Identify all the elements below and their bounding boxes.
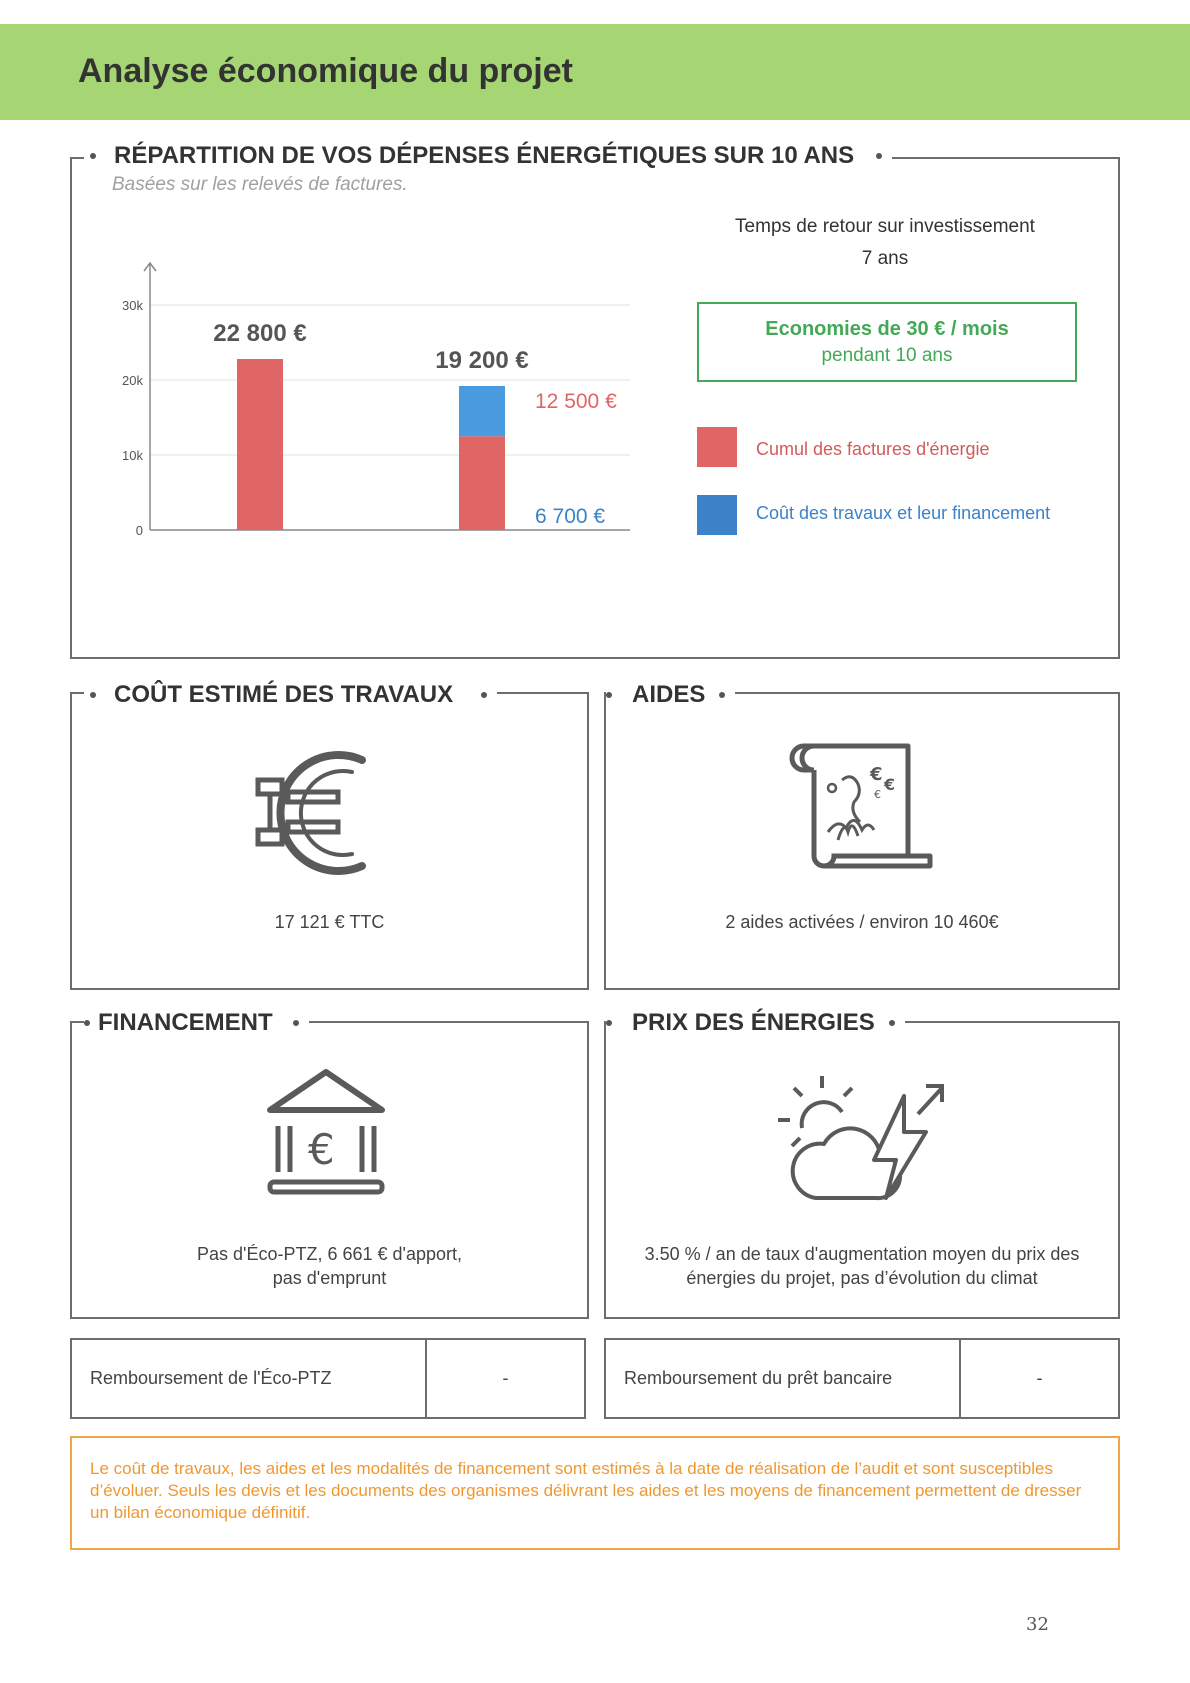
- energies-line2: énergies du projet, pas d’évolution du climat: [686, 1268, 1038, 1288]
- travaux-value: 17 121 € TTC: [274, 912, 385, 932]
- roi-label: Temps de retour sur investissement: [735, 216, 1035, 237]
- bar-total-label: 19 200 €: [435, 347, 529, 374]
- y-tick-label: 30k: [122, 298, 143, 313]
- travaux-tab: [84, 680, 497, 710]
- financement-text: [70, 1242, 589, 1290]
- pret-value: -: [1036, 1368, 1043, 1388]
- tab-dot-icon: [90, 153, 96, 159]
- ecoptz-row: [70, 1338, 586, 1419]
- tab-dot-icon: [719, 692, 725, 698]
- energies-tab: [606, 1008, 905, 1038]
- tab-dot-icon: [889, 1020, 895, 1026]
- bar-total-label: 22 800 €: [213, 320, 307, 347]
- scroll-document-icon: [784, 740, 936, 870]
- tab-dot-icon: [481, 692, 487, 698]
- legend-label-travaux: Coût des travaux et leur financement: [756, 503, 1051, 523]
- economies-line1: Economies de 30 € / mois: [765, 318, 1009, 340]
- repartition-tab: [84, 141, 892, 171]
- tab-dot-icon: [606, 1020, 612, 1026]
- energies-text: [604, 1242, 1120, 1290]
- tab-dot-icon: [606, 692, 612, 698]
- pret-label: Remboursement du prêt bancaire: [624, 1368, 893, 1388]
- roi-value: 7 ans: [861, 248, 909, 269]
- weather-energy-icon: [776, 1074, 946, 1204]
- roi-block: [700, 211, 1070, 275]
- svg-text:€: €: [308, 1125, 335, 1174]
- tab-dot-icon: [84, 1020, 90, 1026]
- segment-label-travaux: 6 700 €: [535, 505, 606, 528]
- financement-title: FINANCEMENT: [98, 1009, 273, 1036]
- financement-tab: [84, 1008, 309, 1038]
- ecoptz-value: -: [502, 1368, 509, 1388]
- page-title: Analyse économique du projet: [78, 52, 573, 90]
- y-tick-label: 20k: [122, 373, 143, 388]
- legend-swatch-energy: [697, 427, 737, 467]
- tab-dot-icon: [293, 1020, 299, 1026]
- economies-box: [697, 302, 1077, 382]
- aides-title: AIDES: [632, 681, 706, 708]
- y-tick-label: 0: [135, 523, 143, 538]
- repartition-title: RÉPARTITION DE VOS DÉPENSES ÉNERGÉTIQUES SUR 10 ANS: [114, 142, 855, 169]
- disclaimer-note: Le coût de travaux, les aides et les modalités de financement sont estimés à la date de réalisation de l’audit et sont susceptibles d’évoluer. Seuls les devis et les documents des organismes délivrant les aides et les moyens de financement permettent de dresser un bilan économique définitif.: [70, 1436, 1120, 1550]
- legend-swatch-travaux: [697, 495, 737, 535]
- svg-text:€: €: [884, 775, 896, 794]
- legend-label-energy: Cumul des factures d'énergie: [756, 439, 990, 459]
- segment-label-energy: 12 500 €: [535, 390, 617, 413]
- euro-hammer-icon: [252, 748, 372, 878]
- page-number: 32: [1026, 1614, 1049, 1635]
- travaux-title: COÛT ESTIMÉ DES TRAVAUX: [114, 681, 454, 708]
- aides-tab: [606, 680, 735, 710]
- financement-line1: Pas d'Éco-PTZ, 6 661 € d'apport,: [196, 1244, 463, 1264]
- repartition-subtitle: Basées sur les relevés de factures.: [112, 174, 408, 195]
- ecoptz-label: Remboursement de l'Éco-PTZ: [90, 1368, 332, 1388]
- y-tick-label: 10k: [122, 448, 143, 463]
- page-header: [0, 24, 1190, 120]
- financement-line2: pas d'emprunt: [272, 1268, 387, 1288]
- svg-text:€: €: [874, 788, 881, 801]
- economies-line2: pendant 10 ans: [821, 345, 953, 366]
- pret-row: [604, 1338, 1120, 1419]
- tab-dot-icon: [876, 153, 882, 159]
- energies-title: PRIX DES ÉNERGIES: [632, 1009, 875, 1036]
- tab-dot-icon: [90, 692, 96, 698]
- bank-icon: [264, 1068, 388, 1198]
- energies-line1: 3.50 % / an de taux d'augmentation moyen du prix des: [644, 1244, 1080, 1264]
- aides-value: 2 aides activées / environ 10 460€: [725, 912, 999, 932]
- svg-text:€: €: [870, 764, 883, 785]
